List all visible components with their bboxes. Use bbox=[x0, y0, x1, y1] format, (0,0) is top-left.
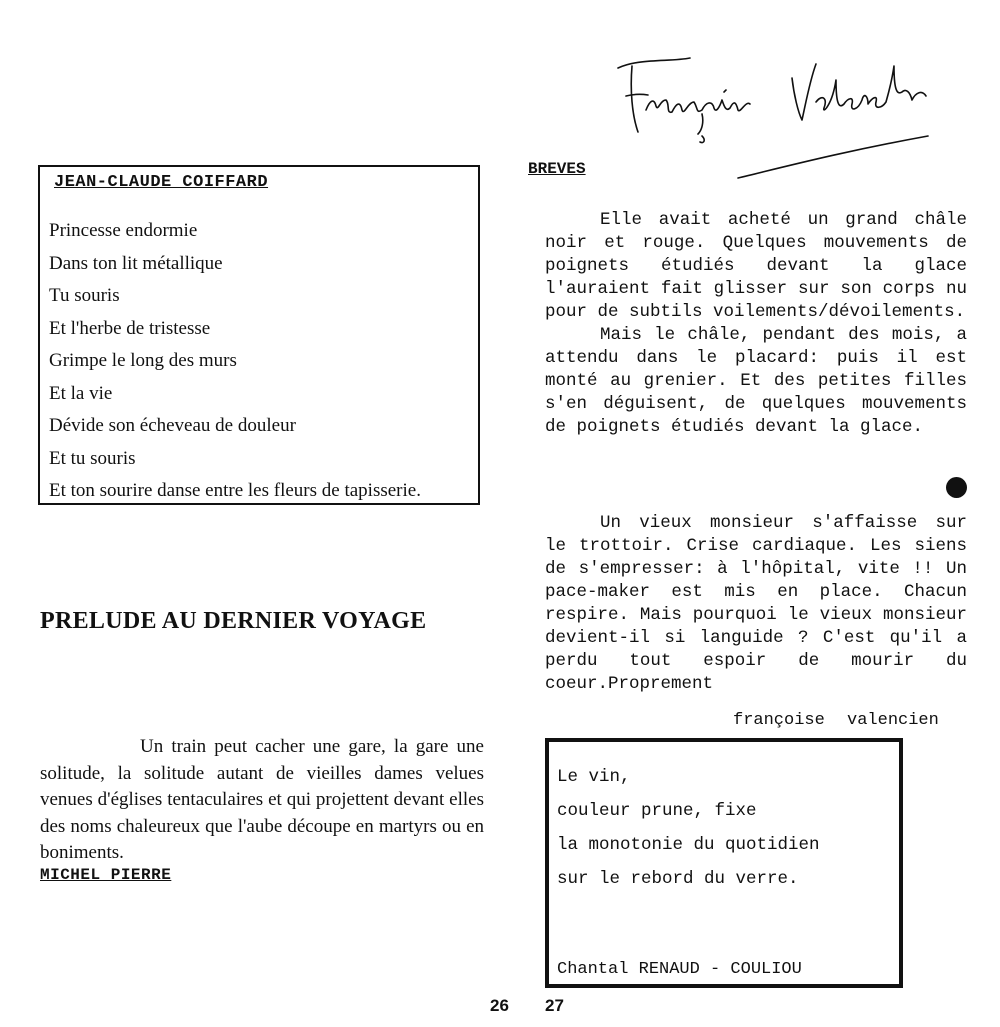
prelude-text: Un train peut cacher une gare, la gare une solitude, la solitude autant de vieilles dames velues venues d'églises tentaculaires et qui projettent devant elles des noms chaleureux que l'aube découpe en martyrs ou en boniments. bbox=[40, 736, 484, 863]
wine-poem-line: Le vin, bbox=[557, 767, 631, 787]
poem-line: Et la vie bbox=[49, 382, 113, 404]
prelude-title: PRELUDE AU DERNIER VOYAGE bbox=[40, 608, 427, 634]
wine-poem-box bbox=[545, 738, 903, 988]
wine-poem-line: couleur prune, fixe bbox=[557, 801, 757, 821]
poem-box bbox=[38, 165, 480, 505]
breve-paragraph: Mais le châle, pendant des mois, a attendu dans le placard: puis il est monté au grenier. Et des petites filles s'en déguisent, de quelques mouvements de poignets étudiés devant la glace. bbox=[545, 325, 967, 437]
poem-line: Dévide son écheveau de douleur bbox=[49, 415, 296, 436]
page-number-right: 27 bbox=[545, 996, 564, 1015]
breve-item bbox=[545, 209, 967, 439]
poem-author: JEAN-CLAUDE COIFFARD bbox=[54, 173, 269, 192]
wine-poem-line: la monotonie du quotidien bbox=[557, 835, 820, 855]
handwritten-signature bbox=[610, 40, 940, 190]
breve-paragraph: Elle avait acheté un grand châle noir et rouge. Quelques mouvements de poignets étudiés devant la glace l'auraient fait glisser sur son corps nu pour de subtils voilements/dévoilements. bbox=[545, 210, 967, 322]
breves-title: BREVES bbox=[528, 160, 586, 178]
breve-signature: françoise valencien bbox=[733, 711, 939, 730]
poem-lines bbox=[49, 215, 421, 508]
bullet-dot bbox=[946, 477, 967, 498]
poem-line: Et l'herbe de tristesse bbox=[49, 317, 211, 339]
prelude-author: MICHEL PIERRE bbox=[40, 866, 172, 884]
poem-line: Tu souris bbox=[49, 285, 120, 306]
poem-line: Et ton sourire danse entre les fleurs de tapisserie. bbox=[49, 480, 421, 501]
wine-poem-lines bbox=[557, 760, 820, 896]
breve-paragraph: Un vieux monsieur s'affaisse sur le trottoir. Crise cardiaque. Les siens de s'empresser: à l'hôpital, vite !! Un pace-maker est mis en place. Chacun respire. Mais pourquoi le vieux monsieur devient-il si languide ? C'est qu'il a perdu tout espoir de mourir du coeur.Proprement bbox=[545, 513, 967, 694]
poem-line: Dans ton lit métallique bbox=[49, 252, 223, 274]
wine-poem-line: sur le rebord du verre. bbox=[557, 869, 799, 889]
poem-line: Grimpe le long des murs bbox=[49, 350, 237, 371]
breve-item bbox=[545, 512, 967, 696]
poem-line: Et tu souris bbox=[49, 447, 136, 469]
wine-poem-author: Chantal RENAUD - COULIOU bbox=[557, 960, 802, 979]
page-number-left: 26 bbox=[490, 996, 509, 1015]
poem-line: Princesse endormie bbox=[49, 220, 198, 241]
